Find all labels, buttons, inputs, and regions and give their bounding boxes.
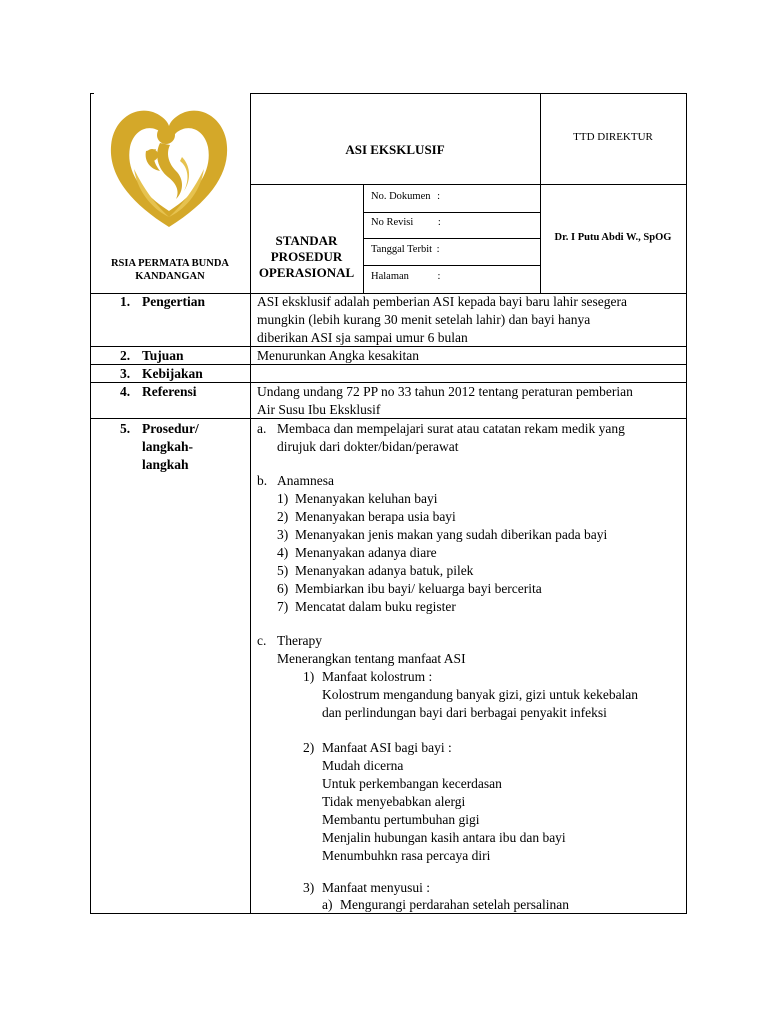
tujuan-text: Menurunkan Angka kesakitan xyxy=(257,348,419,363)
field-no-revisi-sep: : xyxy=(437,217,441,228)
director-name: Dr. I Putu Abdi W., SpOG xyxy=(554,232,672,243)
outer-border-left xyxy=(90,93,91,914)
header-field-line-3 xyxy=(363,265,540,266)
field-halaman-label: Halaman xyxy=(371,271,409,282)
section-num-referensi: 4. xyxy=(120,384,131,399)
list-item-num: 7) xyxy=(277,599,289,614)
section-label-prosedur-line1: Prosedur/ xyxy=(142,421,199,436)
list-item-num: 5) xyxy=(277,563,289,578)
prosedur-c-title: Therapy xyxy=(277,633,322,648)
outer-border-right xyxy=(686,93,687,914)
section-num-prosedur: 5. xyxy=(120,421,131,436)
therapy-item-line: Menumbuhkn rasa percaya diri xyxy=(322,848,491,863)
field-no-dokumen-sep: : xyxy=(437,191,441,202)
field-halaman-sep: : xyxy=(437,271,441,282)
header-field-line-2 xyxy=(363,238,540,239)
field-halaman xyxy=(371,271,440,282)
hospital-name-line1: RSIA PERMATA BUNDA xyxy=(110,258,230,269)
therapy-item-title: Manfaat menyusui : xyxy=(322,880,430,895)
row-line-prosedur xyxy=(90,418,687,419)
field-no-dokumen-label: No. Dokumen xyxy=(371,191,431,202)
outer-border-top xyxy=(250,93,687,94)
header-title-bottom xyxy=(250,184,687,185)
therapy-item-title: Manfaat kolostrum : xyxy=(322,669,433,684)
field-no-dokumen xyxy=(371,191,440,202)
list-item-num: 6) xyxy=(277,581,289,596)
therapy-item-line: Menjalin hubungan kasih antara ibu dan bayi xyxy=(322,830,566,845)
sop-label-line2: PROSEDUR xyxy=(270,249,343,264)
therapy-item-line: Membantu pertumbuhan gigi xyxy=(322,812,480,827)
sop-document xyxy=(90,93,687,914)
hospital-name-line2: KANDANGAN xyxy=(135,271,205,282)
prosedur-b-title: Anamnesa xyxy=(277,473,334,488)
field-no-revisi-label: No Revisi xyxy=(371,217,414,228)
therapy-subitem: Mengurangi perdarahan setelah persalinan xyxy=(340,897,570,912)
therapy-item-num: 1) xyxy=(303,669,315,684)
header-field-line-1 xyxy=(363,212,540,213)
therapy-item-line: Untuk perkembangan kecerdasan xyxy=(322,776,502,791)
list-item: Membiarkan ibu bayi/ keluarga bayi bercerita xyxy=(295,581,542,596)
therapy-item-title: Manfaat ASI bagi bayi : xyxy=(322,740,452,755)
prosedur-a-marker: a. xyxy=(257,421,267,436)
list-item: Menanyakan adanya diare xyxy=(295,545,437,560)
signature-label: TTD DIREKTUR xyxy=(573,131,653,143)
section-label-tujuan: Tujuan xyxy=(142,348,184,363)
list-item-num: 1) xyxy=(277,491,289,506)
therapy-item-num: 2) xyxy=(303,740,315,755)
prosedur-a-line1: Membaca dan mempelajari surat atau catatan rekam medik yang xyxy=(277,421,625,436)
list-item: Menanyakan adanya batuk, pilek xyxy=(295,563,474,578)
list-item: Menanyakan keluhan bayi xyxy=(295,491,438,506)
section-num-pengertian: 1. xyxy=(120,294,131,309)
therapy-item-line: Tidak menyebabkan alergi xyxy=(322,794,466,809)
prosedur-b-marker: b. xyxy=(257,473,268,488)
therapy-item-line: dan perlindungan bayi dari berbagai penyakit infeksi xyxy=(322,705,607,720)
column-divider xyxy=(250,93,251,914)
pengertian-line3: diberikan ASI sja sampai umur 6 bulan xyxy=(257,330,468,345)
referensi-line1: Undang undang 72 PP no 33 tahun 2012 tentang peraturan pemberian xyxy=(257,384,633,399)
field-tanggal-terbit xyxy=(371,244,440,255)
prosedur-c-marker: c. xyxy=(257,633,267,648)
document-title: ASI EKSKLUSIF xyxy=(345,142,445,157)
hospital-logo-heart-mother-icon xyxy=(104,99,234,233)
section-label-referensi: Referensi xyxy=(142,384,197,399)
prosedur-a-line2: dirujuk dari dokter/bidan/perawat xyxy=(277,439,459,454)
list-item-num: 2) xyxy=(277,509,289,524)
field-no-revisi xyxy=(371,217,441,228)
section-num-tujuan: 2. xyxy=(120,348,131,363)
list-item: Menanyakan berapa usia bayi xyxy=(295,509,456,524)
therapy-item-num: 3) xyxy=(303,880,315,895)
list-item-num: 4) xyxy=(277,545,289,560)
pengertian-line2: mungkin (lebih kurang 30 menit setelah lahir) dan bayi hanya xyxy=(257,312,591,327)
section-num-kebijakan: 3. xyxy=(120,366,131,381)
therapy-item-line: Mudah dicerna xyxy=(322,758,404,773)
list-item-num: 3) xyxy=(277,527,289,542)
field-tanggal-terbit-label: Tanggal Terbit xyxy=(371,244,433,255)
section-label-kebijakan: Kebijakan xyxy=(142,366,203,381)
header-divider-right xyxy=(540,93,541,293)
section-label-prosedur-line2: langkah- xyxy=(142,439,194,454)
list-item: Menanyakan jenis makan yang sudah diberikan pada bayi xyxy=(295,527,608,542)
sop-label-line3: OPERASIONAL xyxy=(258,265,355,280)
pengertian-line1: ASI eksklusif adalah pemberian ASI kepada bayi baru lahir sesegera xyxy=(257,294,627,309)
referensi-line2: Air Susu Ibu Eksklusif xyxy=(257,402,381,417)
therapy-item-line: Kolostrum mengandung banyak gizi, gizi untuk kekebalan xyxy=(322,687,639,702)
field-tanggal-terbit-sep: : xyxy=(436,244,440,255)
section-label-pengertian: Pengertian xyxy=(142,294,205,309)
list-item: Mencatat dalam buku register xyxy=(295,599,456,614)
prosedur-c-intro: Menerangkan tentang manfaat ASI xyxy=(277,651,466,666)
section-label-prosedur-line3: langkah xyxy=(142,457,189,472)
sop-label-line1: STANDAR xyxy=(275,233,338,248)
therapy-subitem-num: a) xyxy=(322,897,333,912)
